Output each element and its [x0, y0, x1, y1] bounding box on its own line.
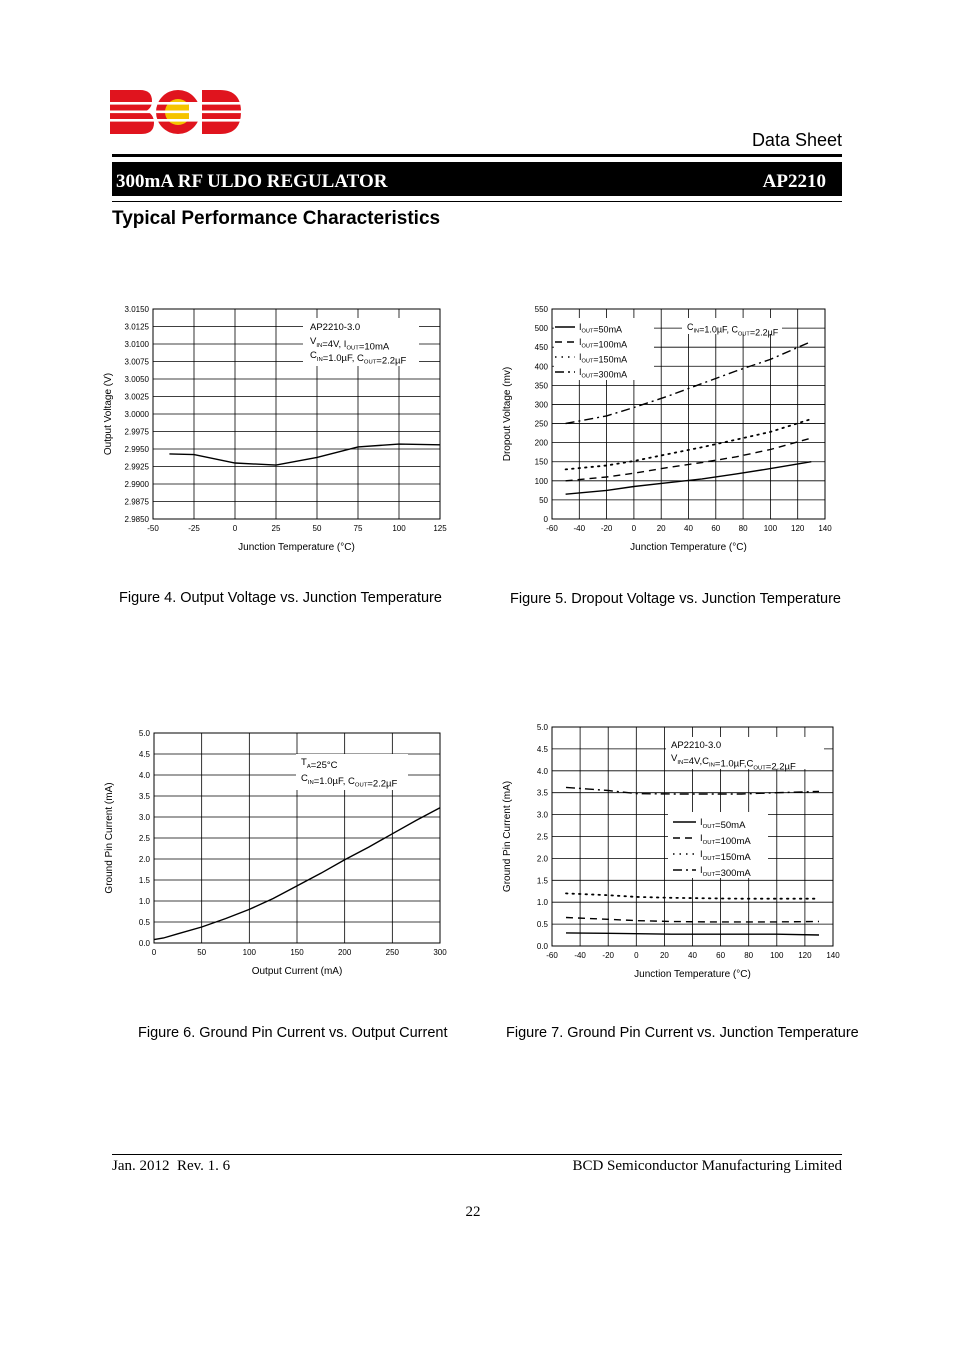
annotation-text: $V_{IN}=4V$, $I_{OUT}=10mA$ [310, 336, 390, 353]
x-tick-label: 140 [818, 524, 832, 533]
y-tick-label: 500 [534, 324, 548, 334]
y-tick-label: 2.5 [536, 832, 548, 842]
x-tick-label: -20 [602, 951, 614, 960]
y-tick-label: 3.0075 [124, 357, 149, 367]
y-tick-label: 2.9875 [124, 497, 149, 507]
y-tick-label: 450 [534, 343, 548, 353]
y-tick-label: 350 [534, 381, 548, 391]
figure-5-caption: Figure 5. Dropout Voltage vs. Junction Temperature [510, 591, 842, 607]
part-number: AP2210 [762, 171, 826, 192]
y-axis-label: Ground Pin Current (mA) [104, 782, 115, 894]
annotation-text: AP2210-3.0 [671, 740, 722, 751]
legend-label: $I_{OUT}=100mA$ [700, 833, 751, 847]
y-tick-label: 3.0 [536, 810, 548, 820]
y-tick-label: 2.0 [138, 855, 150, 864]
footer-company: BCD Semiconductor Manufacturing Limited [572, 1158, 842, 1174]
legend-label: $I_{OUT}=150mA$ [700, 849, 751, 863]
y-axis-label: Dropout Voltage (mv) [502, 366, 513, 462]
y-tick-label: 1.5 [536, 876, 548, 886]
x-tick-label: 200 [337, 948, 352, 957]
y-tick-label: 3.0 [138, 813, 150, 822]
y-tick-label: 550 [534, 305, 548, 314]
x-tick-label: -60 [546, 524, 558, 533]
y-tick-label: 1.5 [138, 876, 150, 885]
x-axis-label: Junction Temperature (°C) [238, 542, 355, 553]
y-tick-label: 0.0 [138, 939, 150, 948]
x-axis-label: Junction Temperature (°C) [634, 969, 751, 980]
x-tick-label: 0 [232, 524, 238, 533]
footer-date-revision: Jan. 2012 Rev. 1. 6 [112, 1158, 231, 1174]
y-tick-label: 4.5 [138, 750, 150, 759]
annotation-text: $V_{IN}=4V,C_{IN}=1.0\mu F,C_{OUT}=2.2\mu F$ [671, 753, 796, 773]
x-tick-label: 125 [433, 524, 447, 533]
x-tick-label: -60 [546, 951, 558, 960]
chart-fig4 [103, 305, 447, 553]
chart-fig7 [502, 723, 840, 980]
x-tick-label: 60 [711, 524, 721, 533]
y-tick-label: 3.0125 [124, 322, 149, 332]
x-tick-label: 50 [312, 524, 322, 533]
y-tick-label: 3.5 [138, 792, 150, 801]
figure-4-caption: Figure 4. Output Voltage vs. Junction Temperature [119, 590, 442, 606]
x-tick-label: 0 [631, 524, 637, 533]
chart-fig6 [104, 729, 447, 977]
x-tick-label: 40 [688, 951, 697, 960]
y-tick-label: 1.0 [536, 898, 548, 908]
figure-6-caption: Figure 6. Ground Pin Current vs. Output Current [138, 1025, 448, 1041]
y-tick-label: 3.0050 [124, 375, 149, 384]
y-tick-label: 3.0000 [124, 410, 149, 419]
x-tick-label: -40 [573, 524, 586, 533]
x-tick-label: 150 [290, 948, 304, 957]
y-tick-label: 0.5 [536, 920, 548, 930]
y-tick-label: 150 [534, 457, 548, 467]
x-tick-label: 120 [798, 951, 812, 960]
series-line [169, 444, 440, 465]
legend-label: $I_{OUT}=50mA$ [700, 817, 746, 831]
footer-rule [112, 1154, 842, 1155]
annotation-text: $C_{IN}=1.0\mu F$, $C_{OUT}=2.2\mu F$ [310, 350, 407, 367]
section-heading: Typical Performance Characteristics [112, 208, 441, 229]
x-tick-label: 20 [656, 524, 666, 533]
y-tick-label: 2.9850 [124, 515, 149, 524]
figure-7-caption: Figure 7. Ground Pin Current vs. Junction Temperature [506, 1025, 859, 1041]
y-tick-label: 1.0 [138, 897, 150, 906]
y-tick-label: 3.0150 [124, 305, 149, 314]
y-tick-label: 2.9950 [124, 445, 149, 454]
legend-label: $I_{OUT}=300mA$ [579, 367, 628, 380]
product-title: 300mA RF ULDO REGULATOR [116, 171, 388, 192]
legend-label: $I_{OUT}=300mA$ [700, 865, 751, 879]
y-tick-label: 5.0 [536, 723, 548, 732]
annotation-text: AP2210-3.0 [310, 322, 361, 333]
y-tick-label: 2.9900 [124, 480, 149, 489]
y-tick-label: 3.5 [536, 788, 548, 798]
x-tick-label: 25 [271, 524, 281, 533]
y-tick-label: 4.5 [536, 744, 548, 754]
x-tick-label: 120 [791, 524, 805, 533]
page-number: 22 [465, 1204, 481, 1220]
y-tick-label: 0 [543, 515, 548, 524]
x-tick-label: 100 [763, 524, 778, 533]
x-tick-label: 50 [197, 948, 207, 957]
legend-label: $I_{OUT}=100mA$ [579, 337, 628, 350]
x-axis-label: Output Current (mA) [251, 966, 343, 977]
y-axis-label: Output Voltage (V) [103, 372, 114, 456]
x-tick-label: 250 [385, 948, 400, 957]
annotation-text: $T_A=25^\circ C$ [301, 757, 338, 771]
y-tick-label: 5.0 [138, 729, 150, 738]
x-tick-label: 40 [684, 524, 693, 533]
y-tick-label: 250 [534, 419, 548, 429]
y-tick-label: 3.0100 [124, 340, 149, 349]
y-tick-label: 400 [534, 362, 548, 372]
legend-label: $I_{OUT}=150mA$ [579, 352, 628, 365]
x-tick-label: 60 [716, 951, 726, 960]
x-tick-label: 140 [826, 951, 840, 960]
x-tick-label: 100 [770, 951, 784, 960]
y-tick-label: 2.9975 [124, 427, 149, 437]
y-tick-label: 2.9925 [124, 462, 149, 472]
y-tick-label: 100 [534, 476, 548, 486]
x-tick-label: 0 [151, 948, 157, 957]
legend-label: $I_{OUT}=50mA$ [579, 322, 623, 335]
y-tick-label: 2.5 [138, 834, 150, 843]
annotation-text: $C_{IN}=1.0\mu F$, $C_{OUT}=2.2\mu F$ [301, 773, 398, 790]
y-tick-label: 4.0 [536, 766, 548, 776]
x-tick-label: -40 [574, 951, 586, 960]
x-tick-label: 20 [659, 951, 669, 960]
x-tick-label: 100 [242, 948, 257, 957]
y-tick-label: 2.0 [536, 854, 548, 864]
y-axis-label: Ground Pin Current (mA) [502, 780, 513, 893]
x-tick-label: 80 [738, 524, 748, 533]
x-tick-label: -20 [600, 524, 613, 533]
x-tick-label: 100 [392, 524, 406, 533]
document-type: Data Sheet [751, 130, 842, 150]
y-tick-label: 3.0025 [124, 392, 149, 402]
x-tick-label: -50 [147, 524, 159, 533]
y-tick-label: 4.0 [138, 771, 150, 780]
y-tick-label: 0.0 [536, 942, 548, 951]
y-tick-label: 200 [534, 438, 548, 448]
x-axis-label: Junction Temperature (°C) [630, 542, 747, 553]
y-tick-label: 0.5 [138, 918, 150, 927]
y-tick-label: 50 [539, 495, 548, 505]
x-tick-label: -25 [188, 524, 200, 533]
chart-fig5 [502, 305, 832, 553]
x-tick-label: 80 [744, 951, 754, 960]
y-tick-label: 300 [534, 400, 548, 410]
x-tick-label: 75 [353, 524, 363, 533]
x-tick-label: 0 [634, 951, 639, 960]
x-tick-label: 300 [433, 948, 447, 957]
annotation-text: $C_{IN}=1.0\mu F$, $C_{OUT}=2.2\mu F$ [687, 322, 779, 338]
